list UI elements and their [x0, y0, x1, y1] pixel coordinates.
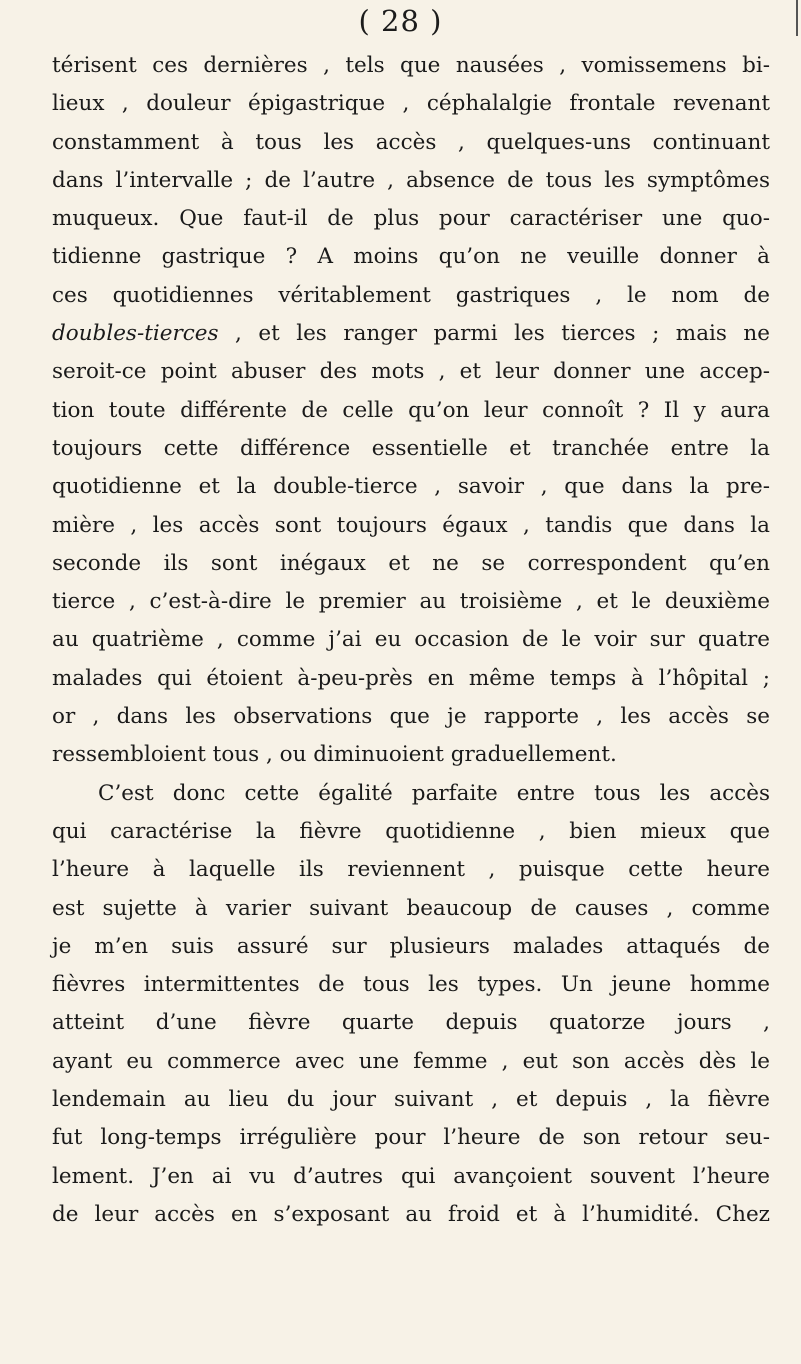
text-line: toujours cette différence essentielle et tranchée entre la [52, 435, 770, 461]
text-line: muqueux. Que faut-il de plus pour caractériser une quo- [52, 206, 770, 232]
paragraph-end-line: ressembloient tous , ou diminuoient graduellement. [52, 742, 617, 768]
text-line: l’heure à laquelle ils reviennent , puisque cette heure [52, 857, 770, 883]
text-line: dans l’intervalle ; de l’autre , absence de tous les symptômes [52, 167, 770, 193]
text-line: qui caractérise la fièvre quotidienne , bien mieux que [52, 818, 770, 844]
text-line: fièvres intermittentes de tous les types. Un jeune homme [52, 972, 770, 998]
page-body [52, 47, 770, 1234]
text-line: ayant eu commerce avec une femme , eut son accès dès le [52, 1048, 770, 1074]
text-line: seconde ils sont inégaux et ne se correspondent qu’en [52, 550, 770, 576]
text-line: tion toute différente de celle qu’on leur connoît ? Il y aura [52, 397, 770, 423]
text-line: tidienne gastrique ? A moins qu’on ne veuille donner à [52, 244, 770, 270]
text-line-italic-start: doubles-tierces , et les ranger parmi les tierces ; mais ne [52, 321, 770, 347]
text-line: térisent ces dernières , tels que nausées , vomissemens bi- [52, 53, 770, 78]
text-line: est sujette à varier suivant beaucoup de causes , comme [52, 895, 770, 921]
text-line: ces quotidiennes véritablement gastriques , le nom de [52, 282, 770, 308]
text-line: seroit-ce point abuser des mots , et leur donner une accep- [52, 359, 770, 385]
text-line: au quatrième , comme j’ai eu occasion de le voir sur quatre [52, 627, 770, 653]
italic-term: doubles-tierces [52, 321, 219, 347]
text-line: atteint d’une fièvre quarte depuis quatorze jours , [52, 1010, 770, 1036]
text-line: lieux , douleur épigastrique , céphalalgie frontale revenant [52, 91, 770, 117]
text-line: de leur accès en s’exposant au froid et à l’humidité. Chez [52, 1201, 770, 1227]
text-line: or , dans les observations que je rapporte , les accès se [52, 704, 770, 730]
text-line: constamment à tous les accès , quelques-uns continuant [52, 129, 770, 155]
text-line: tierce , c’est-à-dire le premier au troisième , et le deuxième [52, 589, 770, 615]
text-line: lendemain au lieu du jour suivant , et depuis , la fièvre [52, 1087, 770, 1113]
text-line: je m’en suis assuré sur plusieurs malades attaqués de [52, 933, 770, 959]
text-line: lement. J’en ai vu d’autres qui avançoient souvent l’heure [52, 1163, 770, 1189]
text-line: malades qui étoient à-peu-près en même temps à l’hôpital ; [52, 665, 770, 691]
text-line: fut long-temps irrégulière pour l’heure de son retour seu- [52, 1125, 770, 1151]
page-number: ( 28 ) [358, 4, 443, 38]
text-line: mière , les accès sont toujours égaux , tandis que dans la [52, 512, 770, 538]
text-line: quotidienne et la double-tierce , savoir , que dans la pre- [52, 474, 770, 500]
paragraph-start-line: C’est donc cette égalité parfaite entre tous les accès [98, 780, 770, 806]
